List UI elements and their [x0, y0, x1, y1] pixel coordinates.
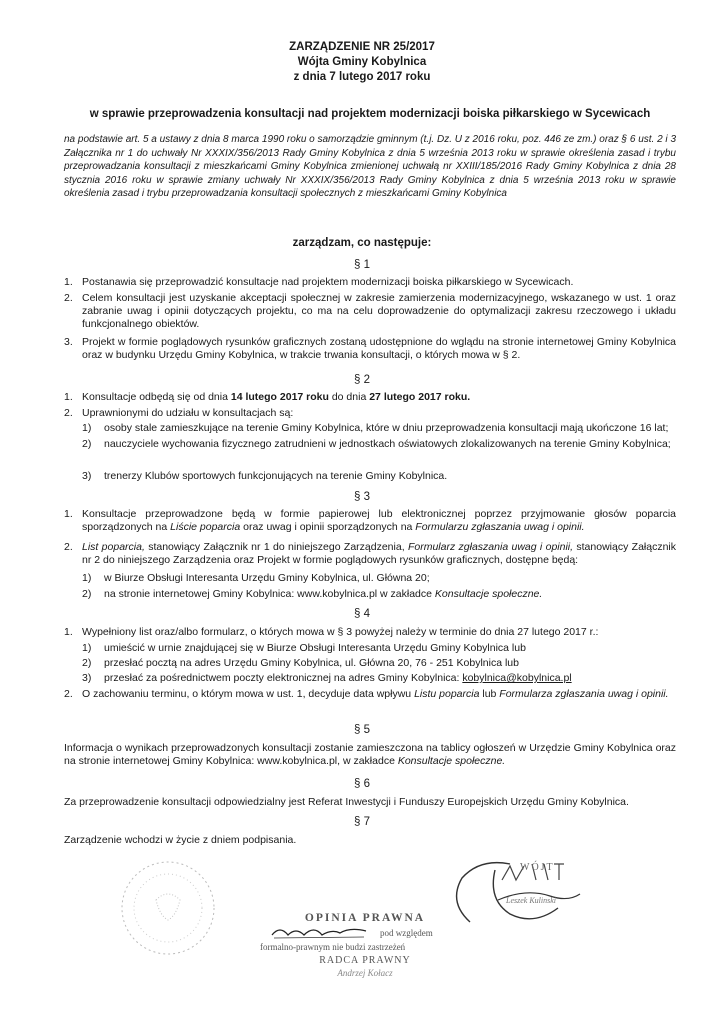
s1-item-2: 2. Celem konsultacji jest uzyskanie akceptacji społecznej w zakresie zamierzenia modernizacyjnego, wskazanego w ust. 1 oraz zabranie uwag i opinii dotyczących projektu, co ma na celu doprowadzenie do optymalizacji zakresu rzeczowego i układu funkcjonalnego obiektów. [64, 292, 676, 330]
s2-item-2: 2. Uprawnionymi do udziału w konsultacjach są: [64, 407, 294, 419]
s3-item-2: 2. List poparcia, stanowiący Załącznik nr 1 do niniejszego Zarządzenia, Formularz zgłaszania uwag i opinii, stanowiący Załącznik nr 2 do niniejszego Zarządzenia oraz Projekt w formie poglądowych rysunków graficznych, dostępne będą: [64, 541, 677, 566]
section-3-title: § 3 [354, 491, 370, 503]
section-6-title: § 6 [354, 778, 370, 790]
decree-number: ZARZĄDZENIE NR 25/2017 [289, 41, 435, 53]
s3-item-1: 1. Konsultacje przeprowadzone będą w formie papierowej lub elektronicznej poprzez przyjmowanie głosów poparcia sporządzonych na Liście poparcia oraz uwag i opinii sporządzonych na Formularzu zgłaszania uwag i opinii. [64, 508, 676, 533]
wojt-stamp-name: Leszek Kulinski [506, 896, 556, 905]
s5-paragraph: Informacja o wynikach przeprowadzonych konsultacji zostanie zamieszczona na tablicy ogłoszeń w Urzędzie Gminy Kobylnica oraz na stronie internetowej Gminy Kobylnica: www.kobylnica.pl, w zakładce Konsultacje społeczne. [64, 742, 676, 767]
decree-issuer: Wójta Gminy Kobylnica [297, 56, 427, 68]
s3-sub-1: 1) w Biurze Obsługi Interesanta Urzędu Gminy Kobylnica, ul. Główna 20; [82, 572, 430, 584]
legal-opinion-signature [270, 923, 370, 941]
section-1-title: § 1 [354, 259, 370, 271]
s3-sub-2: 2) na stronie internetowej Gminy Kobylnica: www.kobylnica.pl w zakładce Konsultacje społeczne. [82, 588, 543, 600]
section-4-title: § 4 [354, 608, 370, 620]
wojt-stamp-title: WÓJT [520, 862, 555, 873]
section-7-title: § 7 [354, 816, 370, 828]
s1-item-1: 1. Postanawia się przeprowadzić konsultacje nad projektem modernizacji boiska piłkarskiego w Sycewicach. [64, 276, 574, 288]
s2-sub-1: 1) osoby stale zamieszkujące na terenie Gminy Kobylnica, które w dniu przeprowadzenia konsultacji mają ukończone 16 lat; [82, 422, 669, 434]
legal-basis: na podstawie art. 5 a ustawy z dnia 8 marca 1990 roku o samorządzie gminnym (t.j. Dz. U z 2016 roku, poz. 446 ze zm.) oraz § 6 ust. 2 i 3 Załącznika nr 1 do uchwały Nr XXXIX/356/2013 Rady Gminy Kobylnica z dnia 5 września 2013 roku w sprawie określenia zasad i trybu przeprowadzania konsultacji z mieszkańcami Gminy Kobylnica zmienionej uchwałą nr XXIII/185/2016 Rady Gminy Kobylnica z dnia 28 stycznia 2016 roku w sprawie zmiany uchwały Nr XXXIX/356/2013 Rady Gminy Kobylnica z dnia 5 września 2013 roku w sprawie określenia zasad i trybu przeprowadzania konsultacji społecznych z mieszkańcami Gminy Kobylnica [64, 134, 676, 199]
decree-subject: w sprawie przeprowadzenia konsultacji nad projektem modernizacji boiska piłkarskiego w Sycewicach [89, 108, 651, 120]
s2-item-1: 1. Konsultacje odbędą się od dnia 14 lutego 2017 roku do dnia 27 lutego 2017 roku. [64, 391, 471, 403]
s4-sub-2: 2) przesłać pocztą na adres Urzędu Gminy Kobylnica, ul. Główna 20, 76 - 251 Kobylnica lub [82, 657, 519, 669]
s4-sub-1: 1) umieścić w urnie znajdującej się w Biurze Obsługi Interesanta Urzędu Gminy Kobylnica lub [82, 642, 526, 654]
section-5-title: § 5 [354, 724, 370, 736]
round-seal-stamp [118, 858, 218, 958]
s7-paragraph: Zarządzenie wchodzi w życie z dniem podpisania. [64, 834, 297, 846]
decree-statement: zarządzam, co następuje: [292, 237, 432, 249]
legal-opinion-stamp: OPINIA PRAWNA pod względem formalno-prawnym nie budzi zastrzeżeń RADCA PRAWNY Andrzej Kołacz [240, 912, 490, 980]
s4-item-2: 2. O zachowaniu terminu, o którym mowa w ust. 1, decyduje data wpływu Listu poparcia lub Formularza zgłaszania uwag i opinii. [64, 688, 669, 700]
s4-sub-3: 3) przesłać za pośrednictwem poczty elektronicznej na adres Gminy Kobylnica: kobylnica@kobylnica.pl [82, 672, 572, 684]
s2-sub-2: 2) nauczyciele wychowania fizycznego zatrudnieni w jednostkach oświatowych zlokalizowanych na terenie Gminy Kobylnica; [82, 438, 671, 450]
s4-item-1: 1. Wypełniony list oraz/albo formularz, o których mowa w § 3 powyżej należy w terminie do dnia 27 lutego 2017 r.: [64, 626, 599, 638]
s1-item-3: 3. Projekt w formie poglądowych rysunków graficznych zostaną udostępnione do wglądu na stronie internetowej Gminy Kobylnica oraz w budynku Urzędu Gminy Kobylnica, w trakcie trwania konsultacji, o których mowa w § 2. [64, 336, 676, 361]
email-link[interactable]: kobylnica@kobylnica.pl [462, 672, 572, 684]
s2-sub-3: 3) trenerzy Klubów sportowych funkcjonujących na terenie Gminy Kobylnica. [82, 470, 448, 482]
decree-date: z dnia 7 lutego 2017 roku [293, 71, 431, 83]
legal-opinion-title: OPINIA PRAWNA [304, 912, 426, 924]
section-2-title: § 2 [354, 374, 370, 386]
s6-paragraph: Za przeprowadzenie konsultacji odpowiedzialny jest Referat Inwestycji i Funduszy Europejskich Urzędu Gminy Kobylnica. [64, 796, 629, 808]
